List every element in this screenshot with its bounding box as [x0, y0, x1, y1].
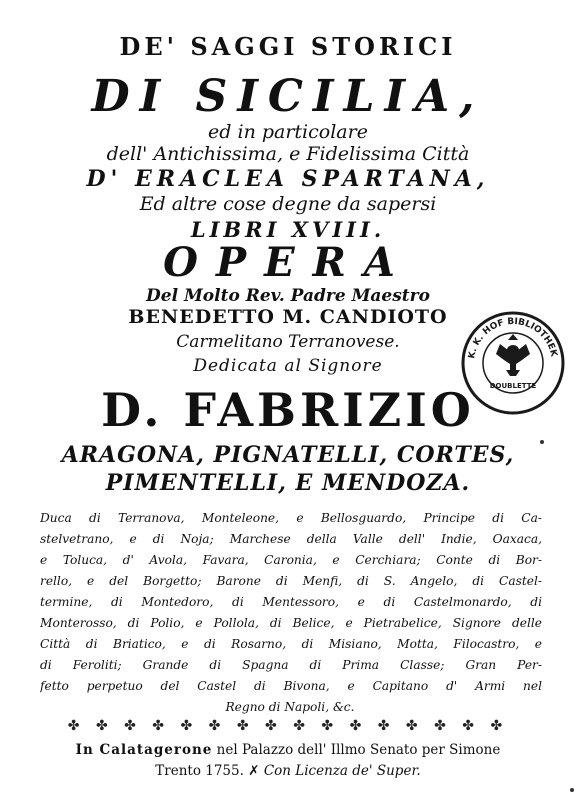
dedicatee-name: D. FABRIZIO	[101, 383, 475, 437]
author-name: BENEDETTO M. CANDIOTO	[128, 306, 448, 328]
titles-line: termine, di Montedoro, di Mentessoro, e di Castelmonardo, di	[40, 595, 542, 609]
titles-line: stelvetrano, e di Noja; Marchese della Valle dell' Indie, Oaxaca,	[40, 532, 542, 546]
paper-speck	[540, 440, 544, 444]
main-title: DI SICILIA,	[91, 71, 485, 122]
subtitle-line-2: dell' Antichissima, e Fidelissima Città	[106, 143, 470, 165]
paper-speck	[570, 788, 574, 792]
subtitle-line-3: Ed altre cose degne da sapersi	[139, 193, 437, 215]
series-title: DE' SAGGI STORICI	[119, 32, 457, 61]
titles-line: Monterosso, di Polio, e Pollola, di Belice, e Pietrabelice, Signore delle	[40, 616, 542, 630]
imprint-printer: nel Palazzo dell' Illmo Senato per Simone	[212, 742, 501, 758]
imprint-line-1	[0, 742, 576, 758]
imprint-place: In Calatagerone	[75, 742, 213, 758]
titles-line: rello, e del Borgetto; Barone di Menfi, di S. Angelo, di Castel-	[40, 574, 542, 588]
imprint-cross-icon: ✗	[243, 763, 264, 779]
dedicatee-family-2: PIMENTELLI, E MENDOZA.	[105, 470, 471, 496]
ornament-rule: ✤ ✤ ✤ ✤ ✤ ✤ ✤ ✤ ✤ ✤ ✤ ✤ ✤ ✤ ✤ ✤	[67, 718, 509, 734]
titles-line: fetto perpetuo del Castel di Bivona, e Capitano d' Armi nel	[40, 679, 542, 693]
dedicatee-family-1: ARAGONA, PIGNATELLI, CORTES,	[61, 442, 515, 468]
books-count: LIBRI XVIII.	[190, 217, 386, 242]
dedication-line: Dedicata al Signore	[193, 356, 383, 376]
author-order: Carmelitano Terranovese.	[176, 332, 400, 352]
library-stamp-icon	[460, 310, 566, 416]
titles-line: Regno di Napoli, &c.	[225, 700, 355, 714]
imprint-year: Trento 1755.	[155, 763, 244, 779]
subtitle-line-1: ed in particolare	[208, 121, 368, 143]
imprint-line-2	[0, 763, 576, 779]
titles-line: e Toluca, d' Avola, Favara, Caronia, e Cerchiara; Conte di Bor-	[40, 553, 542, 567]
opera-heading: OPERA	[163, 239, 413, 286]
titles-line: di Feroliti; Grande di Spagna di Prima Classe; Gran Per-	[40, 658, 542, 672]
author-prefix: Del Molto Rev. Padre Maestro	[146, 286, 430, 306]
svg-text:DOUBLETTE: DOUBLETTE	[489, 382, 537, 390]
imprint-license: Con Licenza de' Super.	[263, 763, 421, 779]
svg-text:K. K. HOF BIBLIOTHEK: K. K. HOF BIBLIOTHEK	[467, 316, 559, 360]
subtitle-city: D' ERACLEA SPARTANA,	[86, 166, 490, 192]
titles-line: Duca di Terranova, Monteleone, e Bellosguardo, Principe di Ca-	[40, 511, 542, 525]
titles-line: Città di Briatico, e di Rosarno, di Misiano, Motta, Filocastro, e	[40, 637, 542, 651]
